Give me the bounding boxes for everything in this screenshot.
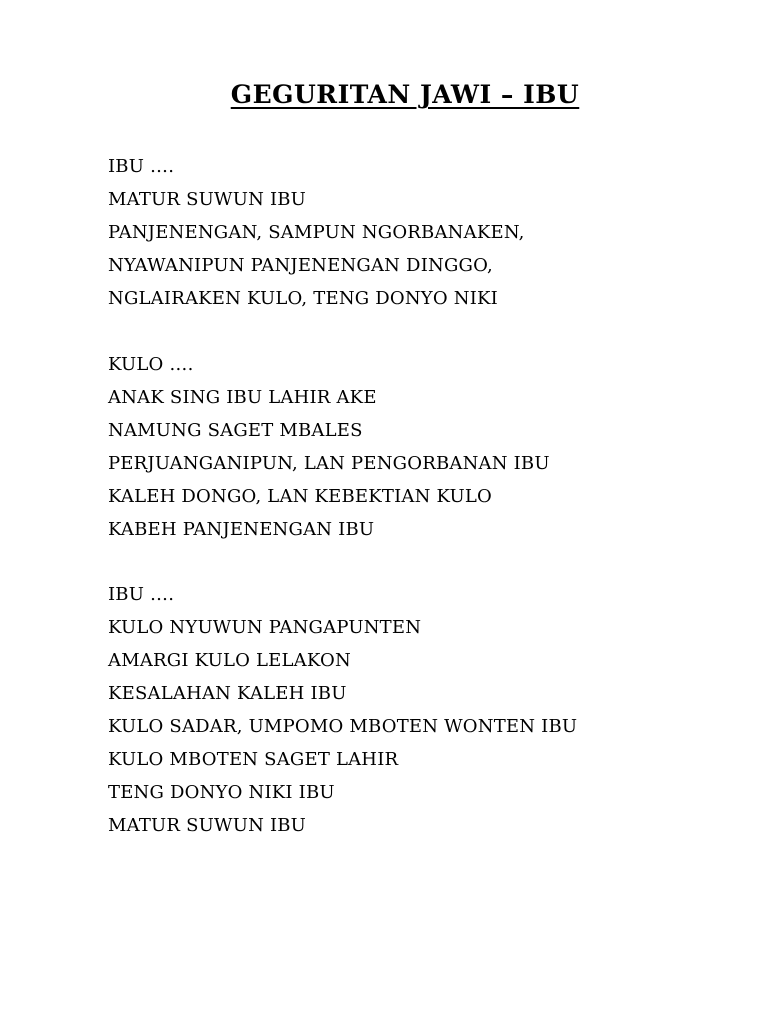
poem-line: KULO MBOTEN SAGET LAHIR <box>108 749 399 770</box>
poem-line: NYAWANIPUN PANJENENGAN DINGGO, <box>108 255 493 276</box>
poem-line: NAMUNG SAGET MBALES <box>108 419 363 441</box>
poem-line: KULO NYUWUN PANGAPUNTEN <box>108 617 422 638</box>
poem-line: KALEH DONGO, LAN KEBEKTIAN KULO <box>108 485 492 507</box>
stanza-2 <box>108 348 748 546</box>
poem-line: NGLAIRAKEN KULO, TENG DONYO NIKI <box>108 288 498 309</box>
poem-line: KULO SADAR, UMPOMO MBOTEN WONTEN IBU <box>108 716 578 737</box>
poem-line: MATUR SUWUN IBU <box>108 189 307 210</box>
poem-line: KESALAHAN KALEH IBU <box>108 683 347 704</box>
poem-body <box>108 150 748 875</box>
poem-line: AMARGI KULO LELAKON <box>108 650 351 671</box>
poem-title: GEGURITAN JAWI – IBU <box>230 80 580 109</box>
poem-line: PERJUANGANIPUN, LAN PENGORBANAN IBU <box>108 452 550 474</box>
poem-line: KABEH PANJENENGAN IBU <box>108 518 375 540</box>
stanza-1 <box>108 150 748 315</box>
poem-line: TENG DONYO NIKI IBU <box>108 782 335 803</box>
poem-line: IBU …. <box>108 156 175 177</box>
poem-line: IBU …. <box>108 584 175 605</box>
poem-line: MATUR SUWUN IBU <box>108 815 307 836</box>
poem-line: PANJENENGAN, SAMPUN NGORBANAKEN, <box>108 222 525 243</box>
poem-line: ANAK SING IBU LAHIR AKE <box>108 386 377 408</box>
poem-line: KULO …. <box>108 353 194 375</box>
stanza-3 <box>108 578 748 842</box>
